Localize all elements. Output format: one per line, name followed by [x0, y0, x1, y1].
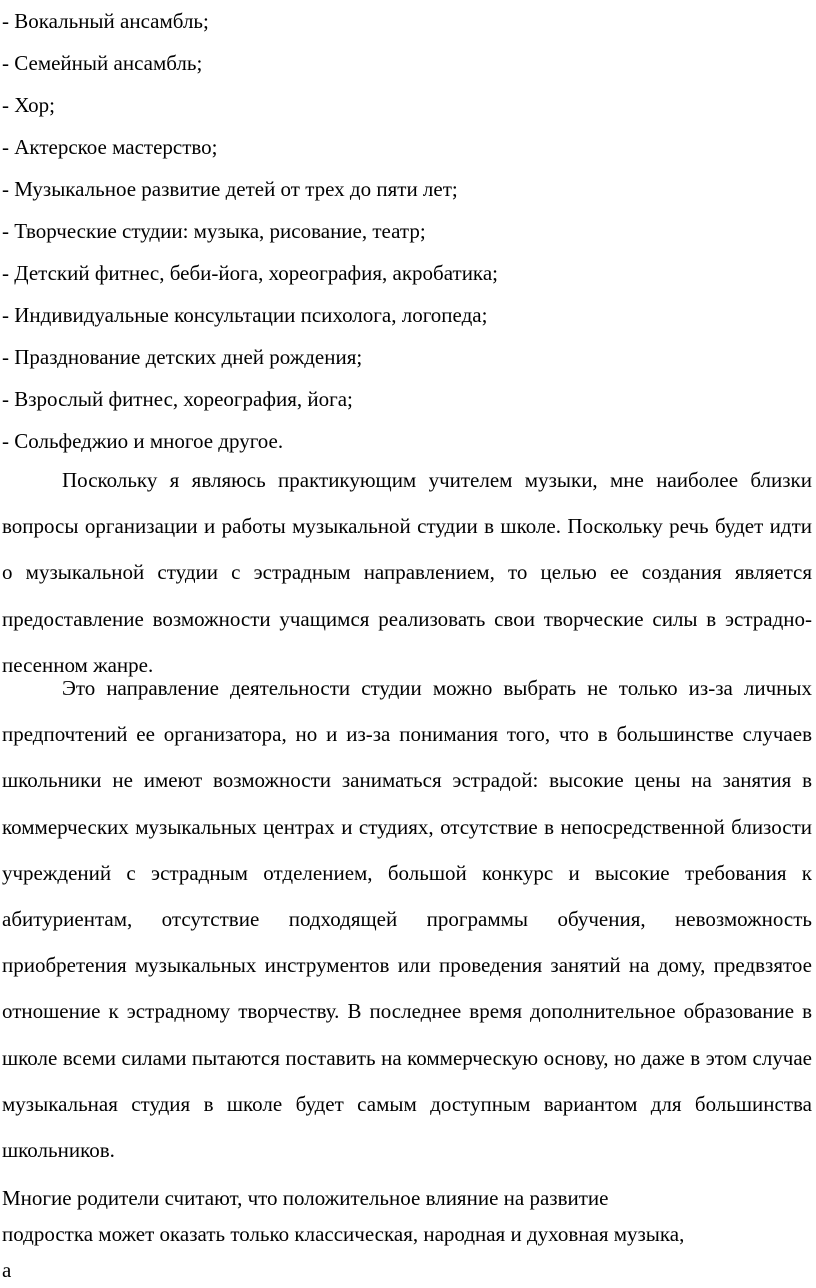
- list-item: - Семейный ансамбль;: [2, 51, 203, 75]
- list-item: - Взрослый фитнес, хореография, йога;: [2, 387, 353, 411]
- list-item: - Творческие студии: музыка, рисование, театр;: [2, 219, 426, 243]
- paragraph-line: Многие родители считают, что положительное влияние на развитие: [2, 1186, 609, 1210]
- list-item: - Празднование детских дней рождения;: [2, 345, 363, 369]
- paragraph-studio-direction: Это направление деятельности студии можно выбрать не только из-за личных предпочтений ее организатора, но и из-за понимания того, что в большинстве случаев школьники не имеют возможности заниматься эстрадой: высокие цены на занятия в коммерческих музыкальных центрах и студиях, отсутствие в непосредственной близости учреждений с эстрадным отделением, большой конкурс и высокие требования к абитуриентам, отсутствие подходящей программы обучения, невозможность приобретения музыкальных инструментов или проведения занятий на дому, предвзятое отношение к эстрадному творчеству. В последнее время дополнительное образование в школе всеми силами пытаются поставить на коммерческую основу, но даже в этом случае музыкальная студия в школе будет самым доступным вариантом для большинства школьников.: [2, 676, 812, 1163]
- list-item: - Актерское мастерство;: [2, 135, 218, 159]
- list-item: - Вокальный ансамбль;: [2, 9, 209, 33]
- paragraph-line: подростка может оказать только классическая, народная и духовная музыка,: [2, 1222, 685, 1246]
- paragraph-parents-opinion: [2, 1180, 814, 1288]
- list-item: - Детский фитнес, беби-йога, хореография, акробатика;: [2, 261, 498, 285]
- list-item: - Индивидуальные консультации психолога, логопеда;: [2, 303, 488, 327]
- list-item: - Сольфеджио и многое другое.: [2, 429, 284, 453]
- paragraph-music-studio-goal: Поскольку я являюсь практикующим учителем музыки, мне наиболее близки вопросы организации и работы музыкальной студии в школе. Поскольку речь будет идти о музыкальной студии с эстрадным направлением, то целью ее создания является предоставление возможности учащимся реализовать свои творческие силы в эстрадно-песенном жанре.: [2, 468, 812, 677]
- list-item: - Музыкальное развитие детей от трех до пяти лет;: [2, 177, 458, 201]
- paragraph-line: а: [2, 1258, 12, 1282]
- list-item: - Хор;: [2, 93, 55, 117]
- activities-list: [2, 0, 814, 462]
